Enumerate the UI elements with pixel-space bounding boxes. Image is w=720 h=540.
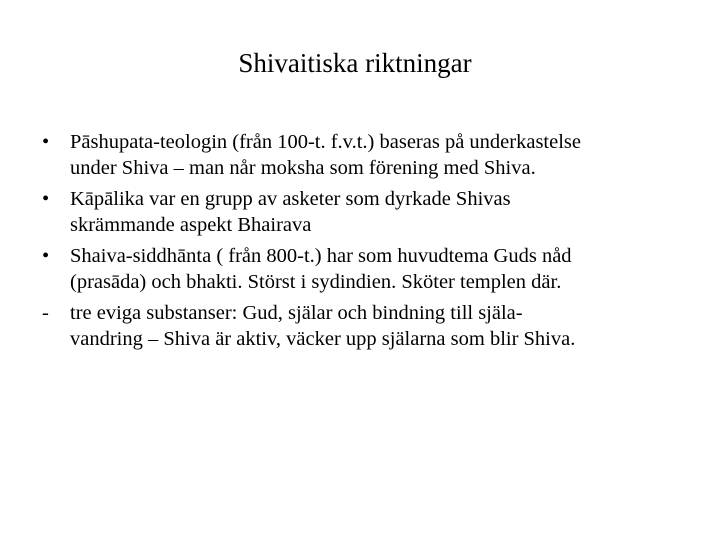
list-item-line: vandring – Shiva är aktiv, väcker upp själarna som blir Shiva. (70, 328, 576, 350)
list-item-line: Kāpālika var en grupp av asketer som dyrkade Shivas (70, 188, 511, 210)
bullet-marker: • (42, 188, 50, 210)
list-item (38, 243, 698, 295)
bullet-list (38, 129, 698, 357)
slide-title: Shivaitiska riktningar (238, 48, 472, 78)
list-item (38, 129, 698, 181)
dash-marker: - (42, 302, 49, 324)
list-item-line: Pāshupata-teologin (från 100-t. f.v.t.) baseras på underkastelse (70, 131, 581, 153)
list-item-line: Shaiva-siddhānta ( från 800-t.) har som huvudtema Guds nåd (70, 245, 572, 267)
bullet-marker: • (42, 131, 50, 153)
list-item (38, 186, 698, 238)
list-item-line: tre eviga substanser: Gud, själar och bindning till själa- (70, 302, 523, 324)
list-item-line: (prasāda) och bhakti. Störst i sydindien. Sköter templen där. (70, 271, 562, 293)
list-item (38, 300, 698, 352)
bullet-marker: • (42, 245, 50, 267)
list-item-line: under Shiva – man når moksha som förening med Shiva. (70, 157, 536, 179)
list-item-line: skrämmande aspekt Bhairava (70, 214, 312, 236)
